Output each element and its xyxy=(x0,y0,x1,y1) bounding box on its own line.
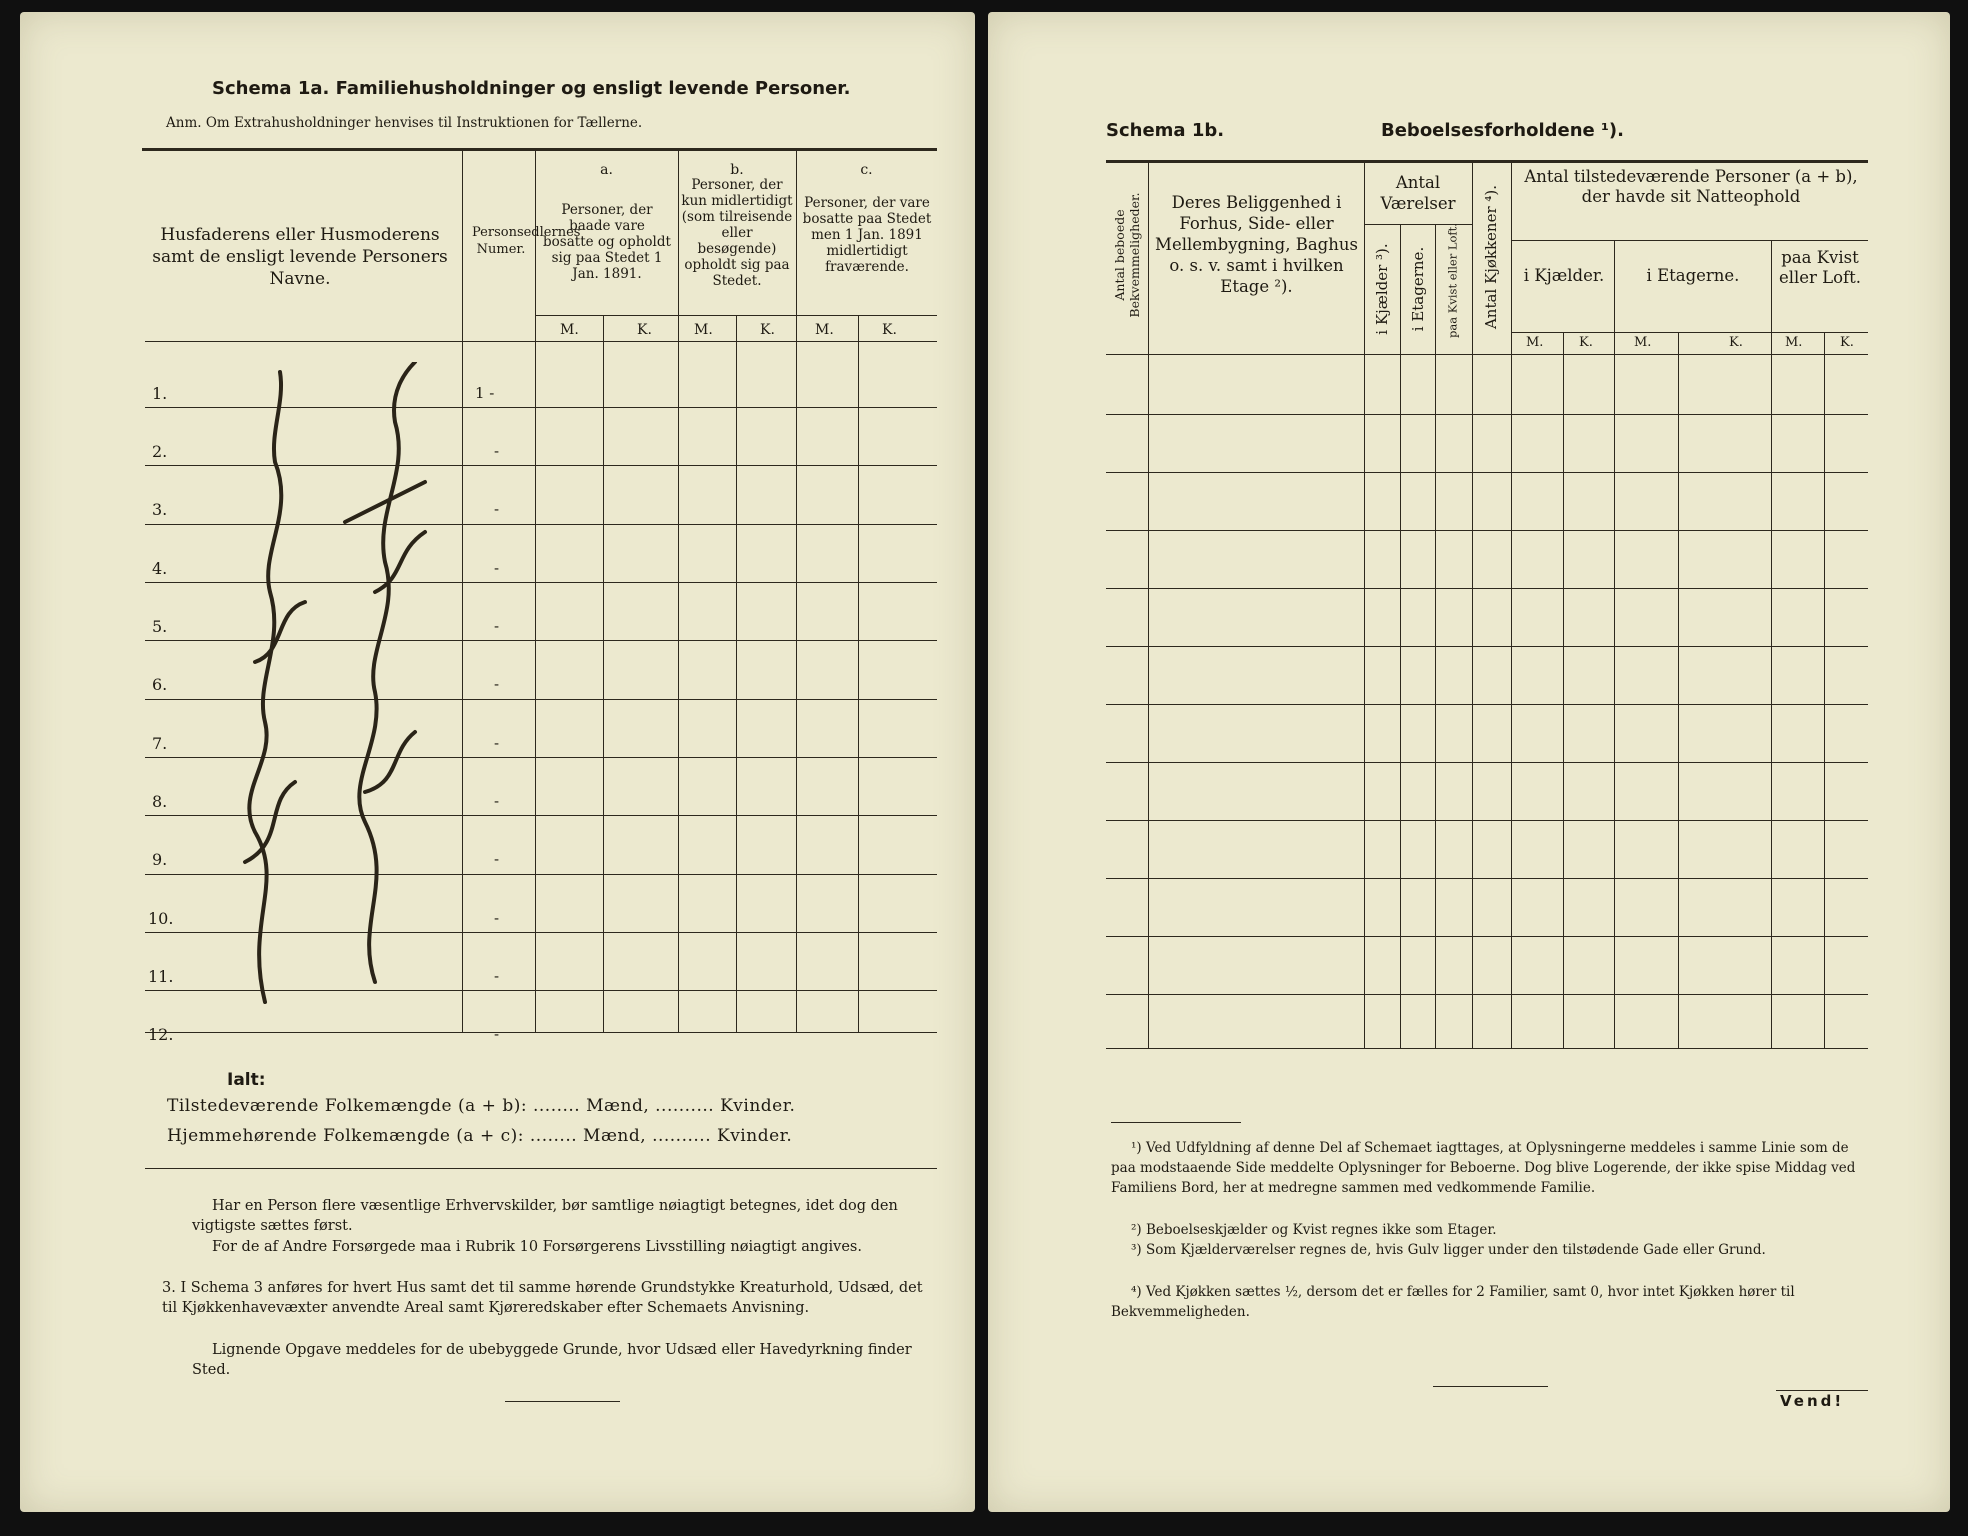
vend-label: Vend! xyxy=(1780,1392,1845,1410)
footnote-3: ³) Som Kjælderværelser regnes de, hvis Gulv ligger under den tilstødende Gade eller Grund. xyxy=(1131,1242,1766,1258)
col-kjaelder-cell xyxy=(1364,224,1400,354)
col-divider xyxy=(1824,332,1825,1048)
table-bottom-rule xyxy=(145,1032,937,1033)
row-rule xyxy=(1106,704,1868,705)
table-bottom-rule xyxy=(1106,1048,1868,1049)
k-label: K. xyxy=(1729,335,1743,350)
row-number: 1. xyxy=(152,384,168,403)
numer-mark: - xyxy=(494,675,500,693)
col-belig-header: Deres Beliggenhed i Forhus, Side- eller Mellembygning, Baghus o. s. v. samt i hvilken Etage ²). xyxy=(1155,193,1358,296)
sub-kjaelder-header: i Kjælder. xyxy=(1523,266,1605,285)
m-label: M. xyxy=(1634,335,1652,350)
col-divider xyxy=(1678,332,1679,1048)
sub-kvist-header: paa Kvist eller Loft. xyxy=(1778,248,1862,287)
numer-mark: - xyxy=(494,617,500,635)
col-divider xyxy=(678,148,679,1032)
left-page xyxy=(20,12,975,1512)
col-c-letter: c. xyxy=(860,162,873,178)
numer-mark: 1 - xyxy=(475,384,495,402)
end-rule xyxy=(1433,1386,1548,1387)
row-rule xyxy=(1106,878,1868,879)
numer-mark: - xyxy=(494,909,500,927)
note-forsorgede: For de af Andre Forsørgede maa i Rubrik 10 Forsørgerens Livsstilling nøiagtigt angives. xyxy=(212,1239,862,1255)
col-divider xyxy=(1511,160,1512,1048)
header-bottom-rule xyxy=(1106,354,1868,355)
col-bekv-header: Antal beboede Bekvemmeligheder. xyxy=(1112,192,1142,318)
sub-etag-header: i Etagerne. xyxy=(1646,266,1740,285)
mk-rule xyxy=(535,315,937,316)
numer-mark: - xyxy=(494,967,500,985)
col-divider xyxy=(736,315,737,1032)
mk-rule xyxy=(1511,332,1868,333)
col-tilst-header: Antal tilstedeværende Personer (a + b), der havde sit Natteophold xyxy=(1524,167,1858,206)
col-b-header: Personer, der kun midlertidigt (som tilreisende eller besøgende) opholdt sig paa Stedet. xyxy=(681,177,793,289)
numer-mark: - xyxy=(494,559,500,577)
row-number: 5. xyxy=(152,617,168,636)
numer-mark: - xyxy=(494,1025,500,1043)
numer-mark: - xyxy=(494,734,500,752)
col-kjokken-header: Antal Kjøkkener ⁴). xyxy=(1482,184,1500,330)
col-divider xyxy=(1563,332,1564,1048)
col-divider xyxy=(1614,240,1615,1048)
m-label: M. xyxy=(694,322,713,338)
col-divider xyxy=(462,148,463,1032)
col-etagerne-cell xyxy=(1400,224,1435,354)
row-rule xyxy=(1106,588,1868,589)
col-a-header: Personer, der baade vare bosatte og opholdt sig paa Stedet 1 Jan. 1891. xyxy=(543,202,671,282)
row-rule xyxy=(1106,994,1868,995)
m-label: M. xyxy=(1526,335,1544,350)
natt-rule xyxy=(1511,240,1868,241)
row-rule xyxy=(1106,530,1868,531)
totals-rule xyxy=(145,1168,937,1169)
col-names-header: Husfaderens eller Husmoderens samt de ensligt levende Personers Navne. xyxy=(152,225,448,289)
row-rule xyxy=(1106,414,1868,415)
col-divider xyxy=(796,148,797,1032)
handwritten-annotation xyxy=(225,362,445,1032)
row-number: 4. xyxy=(152,559,168,578)
col-divider xyxy=(1148,160,1149,1048)
vend-rule xyxy=(1776,1390,1868,1391)
col-divider xyxy=(1771,240,1772,1048)
row-number: 2. xyxy=(152,442,168,461)
col-kvist-cell xyxy=(1435,224,1472,354)
numer-mark: - xyxy=(494,500,500,518)
k-label: K. xyxy=(1840,335,1854,350)
row-rule xyxy=(1106,646,1868,647)
row-number: 7. xyxy=(152,734,168,753)
col-b-letter: b. xyxy=(730,162,744,178)
row-rule xyxy=(1106,762,1868,763)
m-label: M. xyxy=(560,322,579,338)
anm-note: Anm. Om Extrahusholdninger henvises til Instruktionen for Tællerne. xyxy=(166,115,643,131)
schema-1a-title: Schema 1a. Familiehusholdninger og ensligt levende Personer. xyxy=(212,78,851,99)
footnote-1: ¹) Ved Udfyldning af denne Del af Schemaet iagttages, at Oplysningerne meddeles i samme Linie som de paa modstaaende Side meddelte Oplysninger for Beboerne. Dog blive Logerende, der ikke spise Middag ved Familiens Bord, her at medregne sammen med vedkommende Familie. xyxy=(1111,1140,1856,1196)
col-divider xyxy=(858,315,859,1032)
k-label: K. xyxy=(637,322,652,338)
col-etagerne-header: i Etagerne. xyxy=(1409,246,1427,332)
end-rule xyxy=(505,1401,620,1402)
k-label: K. xyxy=(760,322,775,338)
note-schema3: 3. I Schema 3 anføres for hvert Hus samt det til samme hørende Grundstykke Kreaturhold, Udsæd, det til Kjøkkenhavevæxter anvendte Areal samt Kjøreredskaber efter Schemaets Anvisning. xyxy=(162,1280,923,1316)
numer-mark: - xyxy=(494,792,500,810)
hjemme-line: Hjemmehørende Folkemængde (a + c): ........ Mænd, .......... Kvinder. xyxy=(167,1126,793,1146)
schema-1b-label: Schema 1b. xyxy=(1106,120,1225,141)
col-kjokken-cell xyxy=(1472,160,1511,354)
col-kjaelder-header: i Kjælder ³). xyxy=(1373,243,1391,335)
col-vaer-header: Antal Værelser xyxy=(1380,173,1456,213)
col-divider xyxy=(535,148,536,1032)
col-kvist-header: paa Kvist eller Loft. xyxy=(1445,223,1460,338)
schema-1b-title: Beboelsesforholdene ¹). xyxy=(1381,120,1624,141)
row-number: 12. xyxy=(148,1025,174,1044)
col-bekv-header-cell xyxy=(1106,160,1148,354)
row-rule xyxy=(1106,820,1868,821)
row-number: 8. xyxy=(152,792,168,811)
row-number: 10. xyxy=(148,909,174,928)
note-ubebyggede: Lignende Opgave meddeles for de ubebyggede Grunde, hvor Udsæd eller Havedyrkning finder Sted. xyxy=(192,1342,912,1378)
m-label: M. xyxy=(815,322,834,338)
m-label: M. xyxy=(1785,335,1803,350)
col-c-header: Personer, der vare bosatte paa Stedet men 1 Jan. 1891 midlertidigt fraværende. xyxy=(802,195,932,275)
col-a-letter: a. xyxy=(600,162,613,178)
row-number: 3. xyxy=(152,500,168,519)
numer-mark: - xyxy=(494,850,500,868)
header-bottom-rule xyxy=(145,341,937,342)
footnote-rule xyxy=(1111,1122,1241,1123)
row-rule xyxy=(1106,936,1868,937)
footnote-4: ⁴) Ved Kjøkken sættes ½, dersom det er fælles for 2 Familier, samt 0, hvor intet Kjøkken hører til Bekvemmeligheden. xyxy=(1111,1284,1795,1320)
row-number: 6. xyxy=(152,675,168,694)
note-erhverv: Har en Person flere væsentlige Erhvervskilder, bør samtlige nøiagtigt betegnes, idet dog den vigtigste sættes først. xyxy=(192,1198,898,1234)
tilstede-line: Tilstedeværende Folkemængde (a + b): ........ Mænd, .......... Kvinder. xyxy=(167,1096,796,1116)
k-label: K. xyxy=(1579,335,1593,350)
col-numer-header: Personsedlernes Numer. xyxy=(472,225,581,257)
right-page xyxy=(988,12,1950,1512)
table-top-rule xyxy=(142,148,937,151)
row-number: 9. xyxy=(152,850,168,869)
footnote-2: ²) Beboelseskjælder og Kvist regnes ikke som Etager. xyxy=(1131,1222,1497,1238)
row-rule xyxy=(1106,472,1868,473)
ialt-label: Ialt: xyxy=(227,1070,266,1090)
k-label: K. xyxy=(882,322,897,338)
row-number: 11. xyxy=(148,967,174,986)
col-divider xyxy=(603,315,604,1032)
numer-mark: - xyxy=(494,442,500,460)
